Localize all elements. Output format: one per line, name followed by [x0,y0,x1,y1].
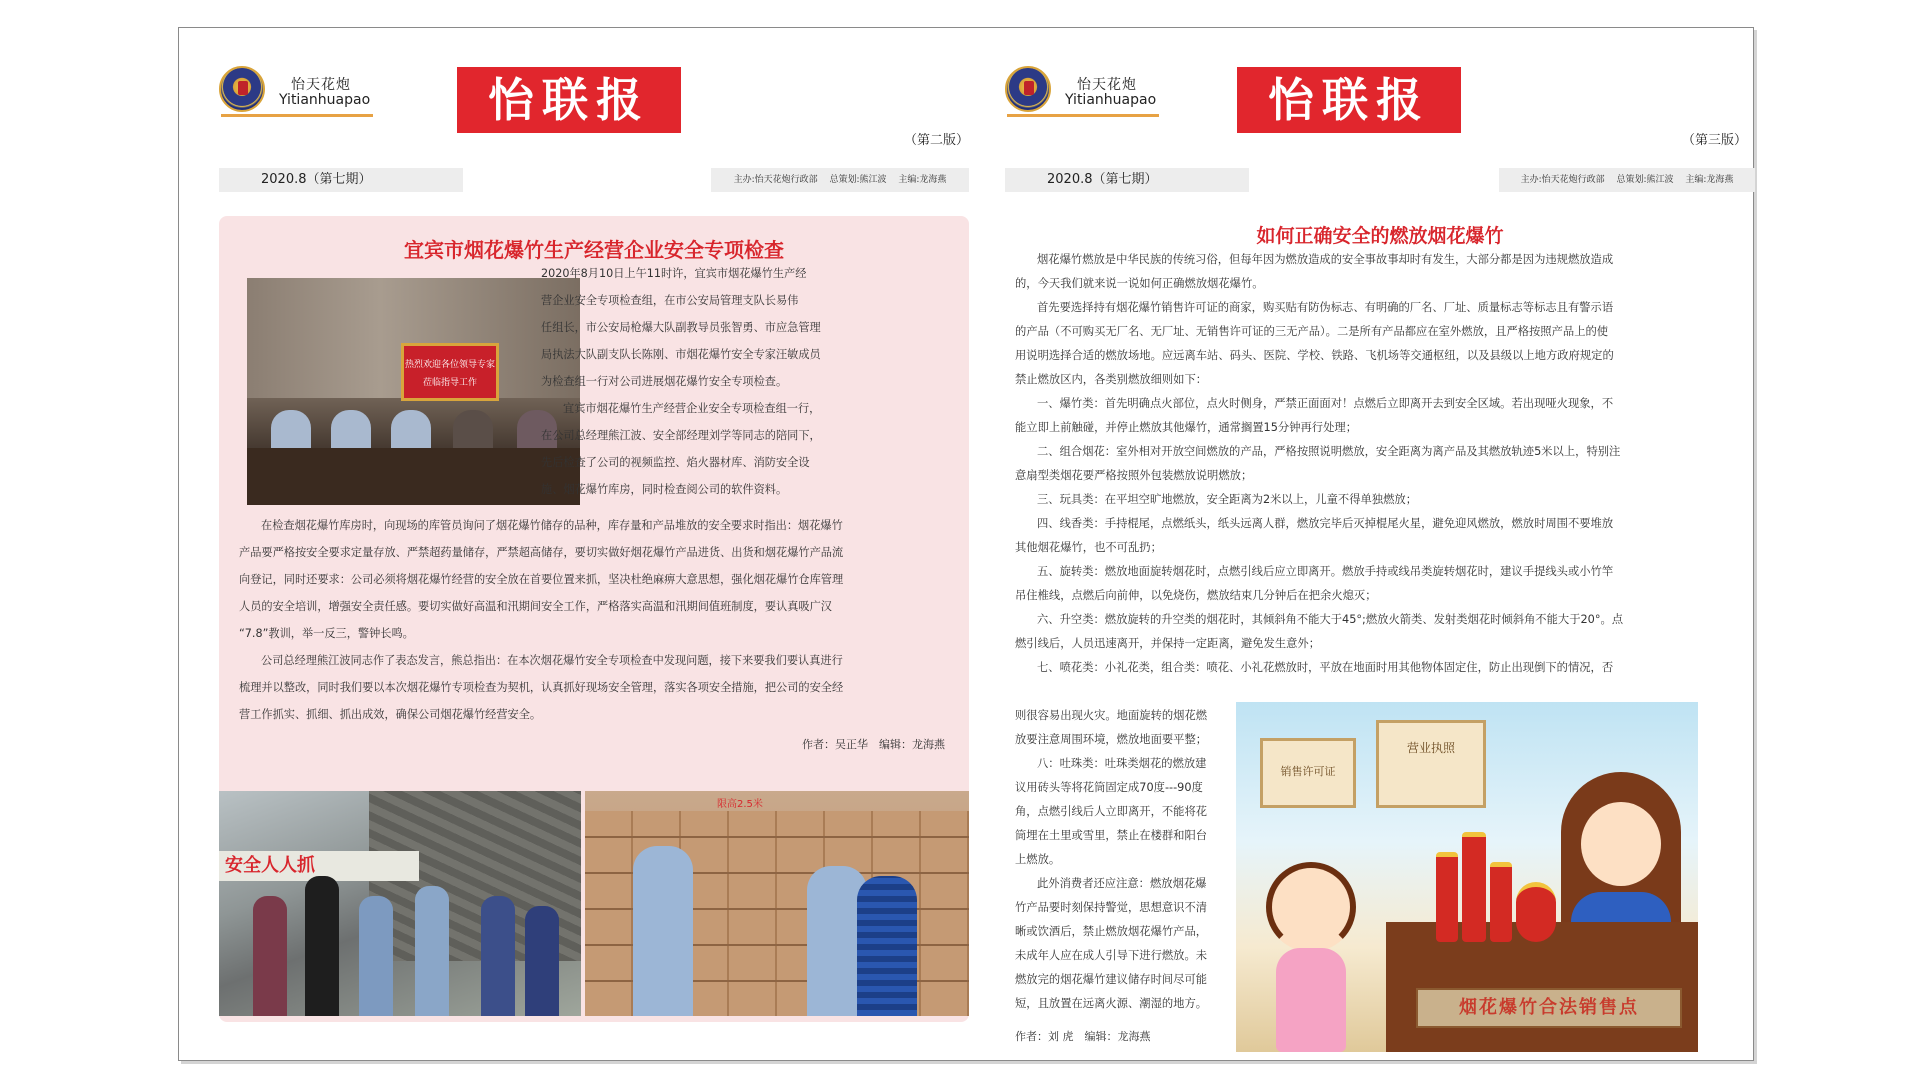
safety-slogan-sign: 安全人人抓 [219,851,419,881]
wrap-paragraph [1015,704,1235,1016]
brand-emblem-icon [219,66,265,112]
officer-figure [633,846,693,1016]
issue-date: 2020.8（第七期） [1005,168,1249,192]
info-bar [219,168,969,192]
text-line: 上燃放。 [1015,853,1061,866]
brand-logo [1005,66,1175,118]
text-line: 八：吐珠类：吐珠类烟花的燃放建 [1037,757,1207,770]
text-line: 先后检查了公司的视频监控、焰火器材库、消防安全设 [541,456,810,469]
text-line: 意扇型类烟花要严格按照外包装燃放说明燃放； [1015,469,1253,482]
publisher-meta: 主办:怡天花炮行政部 总策划:熊江波 主编:龙海燕 [711,168,969,192]
text-line: 人员的安全培训，增强安全责任感。要切实做好高温和汛期间安全工作，严格落实高温和汛期间值班制度，要认真吸广汉 [239,600,832,613]
text-line: 首先要选择持有烟花爆竹销售许可证的商家，购买贴有防伪标志、有明确的厂名、厂址、质量标志等标志且有警示语 [1037,301,1614,314]
logo-underline [1007,114,1159,117]
text-line: 烟花爆竹燃放是中华民族的传统习俗，但每年因为燃放造成的安全事故事却时有发生，大部分都是因为违规燃放造成 [1037,253,1614,266]
text-line: 则很容易出现火灾。地面旋转的烟花燃 [1015,709,1208,722]
text-line: 用说明选择合适的燃放场地。应远离车站、码头、医院、学校、铁路、飞机场等交通枢纽，以及县级以上地方政府规定的 [1015,349,1614,362]
child-body [1276,948,1346,1052]
shop-counter [1386,922,1698,1052]
body-paragraph [1015,248,1755,680]
brand-name-cn: 怡天花炮 [291,77,351,93]
text-line: 施、烟花爆竹库房，同时检查阅公司的软件资料。 [541,483,788,496]
meeting-table [247,448,580,505]
site-visit-photo [219,791,581,1016]
text-line: 在公司总经理熊江波、安全部经理刘学等同志的陪同下， [541,429,821,442]
shopkeeper-figure [1561,772,1681,942]
meeting-photo [247,278,580,505]
staff-figure [857,876,917,1016]
text-line: 2020年8月10日上午11时许，宜宾市烟花爆竹生产经 [541,267,807,280]
text-line: 四、线香类：手持棍尾，点燃纸头，纸头远离人群，燃放完毕后灭掉棍尾火星，避免迎风燃放，燃放时周围不要堆放 [1037,517,1614,530]
brand-name-en: Yitianhuapao [1065,92,1157,108]
publisher-meta: 主办:怡天花炮行政部 总策划:熊江波 主编:龙海燕 [1499,168,1755,192]
brand-name-cn: 怡天花炮 [1077,77,1137,93]
text-line: 短，且放置在远离火源、潮湿的地方。 [1015,997,1208,1010]
business-license-frame: 营业执照 [1376,720,1486,808]
edition-label: （第二版） [903,133,969,148]
child-head [1266,862,1356,952]
text-line: 六、升空类：燃放旋转的升空类的烟花时，其倾斜角不能大于45°;燃放火箭类、发射类烟花时倾斜角不能大于20°。点 [1037,613,1624,626]
text-line: “7.8”教训，举一反三，警钟长鸣。 [239,627,414,640]
visitor-figure [253,896,287,1016]
article-byline: 作者：吴正华 编辑：龙海燕 [802,738,945,751]
text-line: 向登记，同时还要求：公司必须将烟花爆竹经营的安全放在首要位置来抓，坚决杜绝麻痹大意思想，强化烟花爆竹仓库管理 [239,573,844,586]
issue-date: 2020.8（第七期） [219,168,463,192]
wrap-paragraph [541,260,951,503]
text-line: 燃放完的烟花爆竹建议储存时间尽可能 [1015,973,1208,986]
text-line: 营工作抓实、抓细、抓出成效，确保公司烟花爆竹经营安全。 [239,708,542,721]
text-line: 筒埋在土里或雪里，禁止在楼群和阳台 [1015,829,1208,842]
text-line: 吊住椎线，点燃后向前伸，以免烧伤，燃放结束几分钟后在把余火熄灭； [1015,589,1377,602]
article-byline: 作者：刘 虎 编辑：龙海燕 [1015,1030,1151,1043]
legal-shop-sign: 烟花爆竹合法销售点 [1416,988,1682,1028]
text-line: 在检查烟花爆竹库房时，向现场的库管员询问了烟花爆竹储存的品种，库存量和产品堆放的安全要求时指出：烟花爆竹 [261,519,843,532]
text-line: 能立即上前触碰，并停止燃放其他爆竹，通常搁置15分钟再行处理； [1015,421,1357,434]
article-headline: 如何正确安全的燃放烟花爆竹 [1256,225,1504,247]
visitor-figure [359,896,393,1016]
visitor-figure [525,906,559,1016]
edition-label: （第三版） [1681,133,1747,148]
visitor-figure [415,886,449,1016]
brand-name-en: Yitianhuapao [279,92,371,108]
warehouse-photo [585,791,969,1016]
fireworks-shop-illustration [1236,702,1698,1052]
text-line: 二、组合烟花：室外相对开放空间燃放的产品，严格按照说明燃放，安全距离为离产品及其燃放轨迹5米以上，特别注 [1037,445,1621,458]
firework-roll [1516,882,1556,942]
text-line: 公司总经理熊江波同志作了表态发言，熊总指出：在本次烟花爆竹安全专项检查中发现问题，接下来要我们要认真进行 [261,654,843,667]
text-line: 七、喷花类：小礼花类，组合类：喷花、小礼花燃放时，平放在地面时用其他物体固定住，防止出现倒下的情况，否 [1037,661,1614,674]
visitor-figure [305,876,339,1016]
brand-emblem-icon [1005,66,1051,112]
text-line: 晰或饮酒后，禁止燃放烟花爆竹产品， [1015,925,1208,938]
text-line: 梳理并以整改，同时我们要以本次烟花爆竹专项检查为契机，认真抓好现场安全管理，落实各项安全措施，把公司的安全经 [239,681,844,694]
text-line: 议用砖头等将花筒固定成70度---90度 [1015,781,1203,794]
photo-strip [219,791,969,1016]
page-two [219,28,969,1062]
brand-logo [219,66,389,118]
masthead: 怡联报 [457,67,681,133]
article-headline: 宜宾市烟花爆竹生产经营企业安全专项检查 [404,238,784,262]
text-line: 此外消费者还应注意：燃放烟花爆 [1037,877,1207,890]
height-limit-label: 限高2.5米 [717,799,763,810]
welcome-banner: 热烈欢迎各位领导专家莅临指导工作 [401,343,499,401]
text-line: 营企业安全专项检查组，在市公安局管理支队长易伟 [541,294,799,307]
firework-tube [1436,852,1458,942]
text-line: 任组长，市公安局枪爆大队副教导员张智勇、市应急管理 [541,321,821,334]
masthead: 怡联报 [1237,67,1461,133]
text-line: 产品要严格按安全要求定量存放、严禁超药量储存，严禁超高储存，要切实做好烟花爆竹产品进货、出货和烟花爆竹产品流 [239,546,844,559]
firework-tube [1490,862,1512,942]
text-line: 角，点燃引线后人立即离开，不能将花 [1015,805,1208,818]
page-three [1005,28,1755,1062]
text-line: 三、玩具类：在平坦空旷地燃放，安全距离为2米以上，儿童不得单独燃放； [1037,493,1417,506]
newspaper-spread [178,27,1754,1061]
text-line: 竹产品要时刻保持警觉，思想意识不清 [1015,901,1208,914]
text-line: 的，今天我们就来说一说如何正确燃放烟花爆竹。 [1015,277,1264,290]
text-line: 燃引线后，人员迅速离开，并保持一定距离，避免发生意外； [1015,637,1321,650]
sales-permit-frame: 销售许可证 [1260,738,1356,808]
body-paragraph [239,512,951,728]
firework-tube [1462,832,1486,942]
info-bar [1005,168,1755,192]
visitor-figure [481,896,515,1016]
text-line: 为检查组一行对公司进展烟花爆竹安全专项检查。 [541,375,788,388]
text-line: 未成年人应在成人引导下进行燃放。未 [1015,949,1208,962]
logo-underline [221,114,373,117]
text-line: 局执法大队副支队长陈刚、市烟花爆竹安全专家汪敏成员 [541,348,821,361]
text-line: 禁止燃放区内，各类别燃放细则如下： [1015,373,1208,386]
text-line: 宜宾市烟花爆竹生产经营企业安全专项检查组一行， [563,402,821,415]
child-figure [1256,862,1366,1052]
text-line: 放要注意周围环境，燃放地面要平整； [1015,733,1208,746]
text-line: 五、旋转类：燃放地面旋转烟花时，点燃引线后应立即离开。燃放手持或线吊类旋转烟花时，建议手提线头或小竹竿 [1037,565,1614,578]
text-line: 一、爆竹类：首先明确点火部位，点火时侧身，严禁正面面对！点燃后立即离开去到安全区域。若出现哑火现象，不 [1037,397,1614,410]
text-line: 其他烟花爆竹，也不可乱扔； [1015,541,1162,554]
text-line: 的产品（不可购买无厂名、无厂址、无销售许可证的三无产品）。二是所有产品都应在室外燃放，且严格按照产品上的使 [1015,325,1609,338]
